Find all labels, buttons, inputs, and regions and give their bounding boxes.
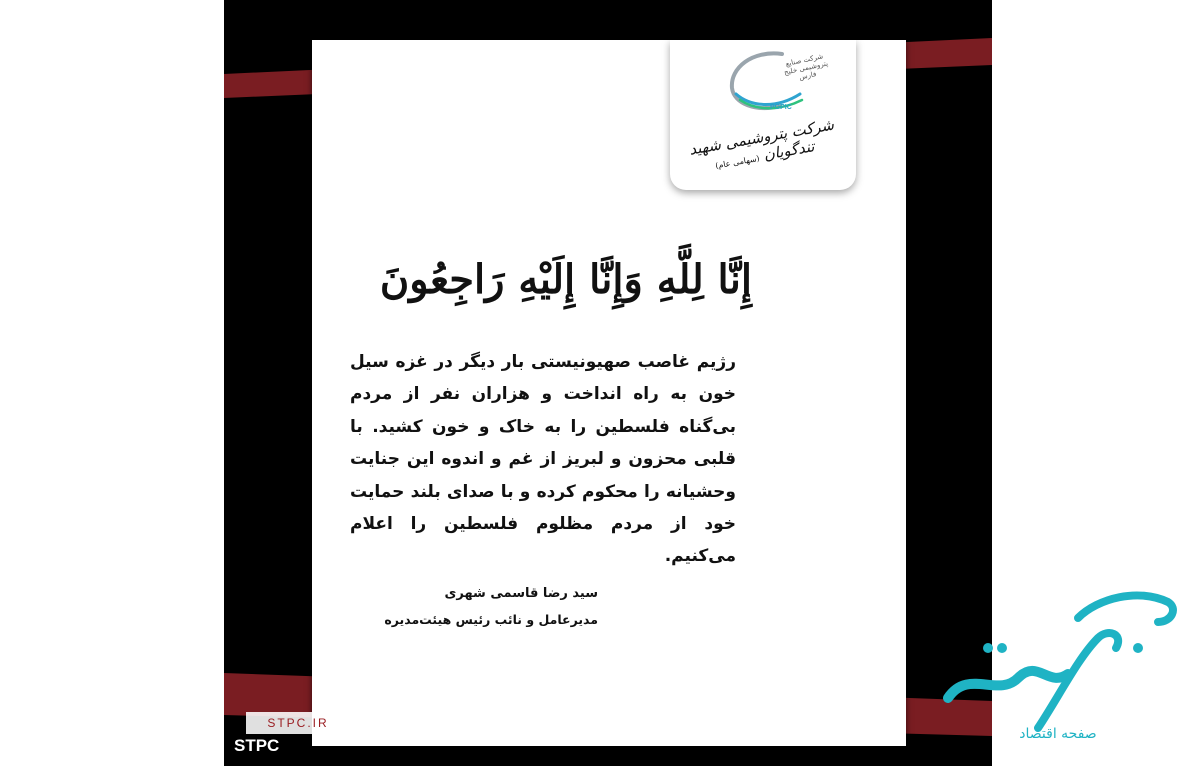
signer-name: سید رضا قاسمی شهری bbox=[444, 586, 598, 601]
watermark-brand: STPC bbox=[234, 736, 280, 755]
calligraphy-text: إِنَّا لِلَّهِ وَإِنَّا إِلَيْهِ رَاجِعُونَ bbox=[379, 256, 752, 303]
publisher-logo-text: صفحه اقتصاد bbox=[1019, 726, 1097, 742]
condolence-message: رژیم غاصب صهیونیستی بار دیگر در غزه سیل خون به راه انداخت و هزاران نفر از مردم بی‌گناه فلسطین را به خاک و خون کشید. با قلبی محزون و لبریز از غم و اندوه این جنایت وحشیانه را محکوم کرده و با صدای بلند حمایت خود از مردم مظلوم فلسطین را اعلام می‌کنیم. bbox=[350, 352, 736, 567]
signer-title: مدیرعامل و نائب رئیس هیئت‌مدیره bbox=[384, 612, 598, 627]
logo-abbreviation: PGPIC bbox=[770, 104, 792, 111]
quran-calligraphy bbox=[379, 238, 752, 322]
company-logo-badge bbox=[670, 40, 856, 190]
company-type-note: (سهامی عام) bbox=[714, 153, 761, 171]
company-name-text: شرکت پتروشیمی شهید تندگویان bbox=[687, 115, 836, 164]
logo-caption: شرکت صنایع پتروشیمی خلیج فارس bbox=[783, 52, 829, 82]
publisher-logo bbox=[928, 578, 1188, 748]
company-name bbox=[676, 114, 850, 179]
watermark-url: STPC.IR bbox=[246, 712, 350, 734]
